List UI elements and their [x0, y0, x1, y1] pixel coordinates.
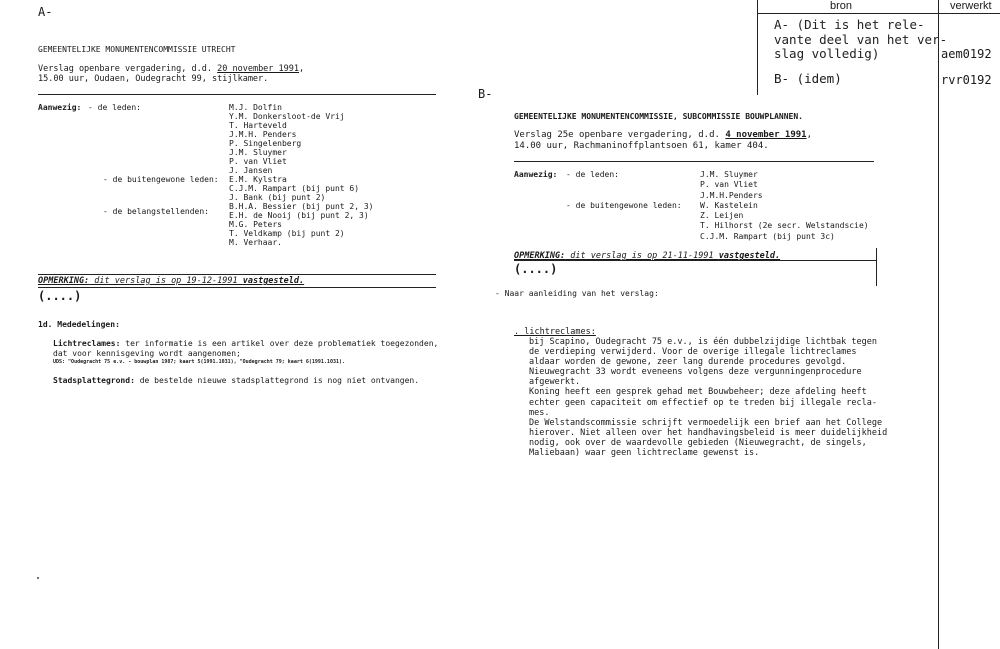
doc-a-attendance-label: Aanwezig: — [38, 103, 82, 112]
body-line: Maliebaan) waar geen lichtreclame gewenst is. — [529, 448, 760, 459]
body-line: hierover. Niet alleen over het handhavingsbeleid is meer duidelijkheid — [529, 427, 888, 438]
margin-entry-a-line: A- (Dit is het rele- — [774, 17, 925, 32]
attendee: T. Hilhorst (2e secr. Welstandscie) — [700, 221, 869, 231]
doc-b-remark-rule — [514, 260, 876, 261]
body-line: bij Scapino, Oudegracht 75 e.v., is één dubbelzijdige lichtbak tegen — [529, 337, 877, 347]
doc-b-attendance-label: Aanwezig: — [514, 170, 558, 179]
body-line: de verdieping verwijderd. Voor de overige illegale lichtreclames — [529, 347, 857, 358]
margin-entry-a-line: slag volledig) — [774, 46, 880, 61]
attendee: J.M. Sluymer — [700, 170, 758, 179]
doc-b-ellipsis: (....) — [514, 262, 558, 276]
doc-a-remark-rule-top — [38, 274, 436, 275]
attendee: W. Kastelein — [700, 200, 758, 210]
attendee: Y.M. Donkersloot-de Vrij — [229, 112, 345, 121]
attendee: J.M. Sluymer — [229, 148, 287, 157]
doc-b-group-buitengewone: - de buitengewone leden: — [566, 201, 682, 210]
margin-header-verwerkt: verwerkt — [950, 0, 992, 12]
doc-b-report-date: 4 november 1991 — [725, 130, 807, 140]
doc-b-heading: - Naar aanleiding van het verslag: — [495, 289, 659, 298]
attendee: B.H.A. Bessier (bij punt 2, 3) — [229, 202, 374, 211]
attendee: M.G. Peters — [229, 220, 282, 229]
doc-b-item-label: . lichtreclames: — [514, 327, 596, 337]
doc-a-org: GEMEENTELIJKE MONUMENTENCOMMISSIE UTRECHT — [38, 45, 236, 54]
doc-b-remark: OPMERKING: dit verslag is op 21-11-1991 vastgesteld. — [514, 251, 781, 261]
doc-a-report-date: 20 november 1991 — [217, 64, 300, 74]
margin-entry-b-bron: B- (idem) — [774, 71, 842, 86]
doc-a-item1-line2: dat voor kennisgeving wordt aangenomen; — [53, 349, 241, 358]
doc-b-attendees — [700, 170, 869, 242]
body-line: Nieuwegracht 33 wordt eveneens volgens deze vergunningenprocedure — [529, 367, 862, 378]
body-line: Koning heeft een gesprek gehad met Bouwbeheer; deze afdeling heeft — [529, 387, 867, 398]
doc-a-attendees — [229, 103, 374, 247]
margin-header-rule — [757, 13, 1000, 14]
doc-a-group-buitengewone: - de buitengewone leden: — [103, 175, 219, 184]
attendee: M. Verhaar. — [229, 238, 282, 247]
doc-a-item2: Stadsplattegrond: de bestelde nieuwe stadsplattegrond is nog niet ontvangen. — [53, 376, 420, 385]
attendee: T. Harteveld — [229, 121, 287, 130]
doc-b-report-line2: 14.00 uur, Rachmaninoffplantsoen 61, kamer 404. — [514, 141, 769, 151]
attendee: T. Veldkamp (bij punt 2) — [229, 229, 345, 238]
doc-b-marker: B- — [478, 87, 493, 101]
attendee: E.M. Kylstra — [229, 175, 287, 184]
doc-a-marker: A- — [38, 5, 53, 19]
doc-b-org: GEMEENTELIJKE MONUMENTENCOMMISSIE, SUBCOMMISSIE BOUWPLANNEN. — [514, 112, 803, 121]
margin-divider-right — [938, 0, 939, 649]
body-line: aldaar worden de gewone, zeer lang durende procedures gevolgd. — [529, 357, 847, 368]
doc-a-item1: Lichtreclames: ter informatie is een artikel over deze problematiek toegezonden, — [53, 339, 439, 348]
attendee: P. van Vliet — [700, 180, 758, 190]
attendee: J.M.H.Penders — [700, 190, 763, 200]
attendee: P. Singelenberg — [229, 139, 302, 148]
margin-entry-a-line: vante deel van het ver- — [774, 31, 948, 47]
attendee: J.M.H. Penders — [229, 130, 297, 139]
attendee: C.J.M. Rampart (bij punt 3c) — [700, 231, 835, 241]
body-line: nodig, ook over de waardevolle gebieden (Nieuwegracht, de singels, — [529, 437, 867, 448]
attendee: Z. Leijen — [700, 211, 744, 221]
scan-speck — [37, 577, 39, 579]
margin-entry-a-verwerkt: aem0192 — [941, 47, 992, 61]
body-line: afgewerkt. — [529, 377, 581, 388]
doc-b-item-body — [529, 337, 887, 458]
attendee: J. Jansen — [229, 166, 273, 175]
body-line: echter geen capaciteit om effectief op te treden bij illegale recla- — [529, 397, 877, 408]
margin-entry-b-verwerkt: rvr0192 — [941, 73, 992, 87]
attendee: M.J. Dolfin — [229, 103, 282, 112]
attendee: E.H. de Nooij (bij punt 2, 3) — [229, 211, 369, 220]
body-line: mes. — [529, 407, 550, 418]
doc-a-remark-rule-bottom — [38, 287, 436, 288]
doc-a-group-belangstellenden: - de belangstellenden: — [103, 207, 209, 216]
doc-a-ellipsis: (....) — [38, 289, 82, 303]
attendee: C.J.M. Rampart (bij punt 6) — [229, 184, 360, 193]
doc-b-header-rule — [514, 161, 874, 162]
margin-entry-a-bron — [774, 18, 947, 62]
attendee: P. van Vliet — [229, 157, 287, 166]
margin-header-bron: bron — [830, 0, 853, 12]
doc-a-remark: OPMERKING: dit verslag is op 19-12-1991 vastgesteld. — [38, 276, 305, 286]
margin-divider-left — [757, 0, 758, 95]
doc-a-report-line1: Verslag openbare vergadering, d.d. 20 november 1991, — [38, 64, 305, 74]
attendee: J. Bank (bij punt 2) — [229, 193, 326, 202]
doc-a-item1-note: UDS: "Oudegracht 75 e.v. - bouwplan 1987; kaart 5(1991.1031), "Oudegracht 79; kaart 6(1991.1031). — [53, 359, 345, 365]
body-line: De Welstandscommissie schrijft vermoedelijk een brief aan het College — [529, 417, 883, 428]
doc-b-group-leden: - de leden: — [566, 170, 619, 179]
doc-a-section-title: 1d. Mededelingen: — [38, 320, 120, 329]
doc-a-report-line2: 15.00 uur, Oudaen, Oudegracht 99, stijlkamer. — [38, 74, 269, 84]
doc-a-group-leden: - de leden: — [88, 103, 141, 112]
doc-a-header-rule — [38, 94, 436, 95]
doc-b-report-line1: Verslag 25e openbare vergadering, d.d. 4 november 1991, — [514, 130, 813, 140]
doc-b-remark-rule-vertical — [876, 248, 877, 286]
